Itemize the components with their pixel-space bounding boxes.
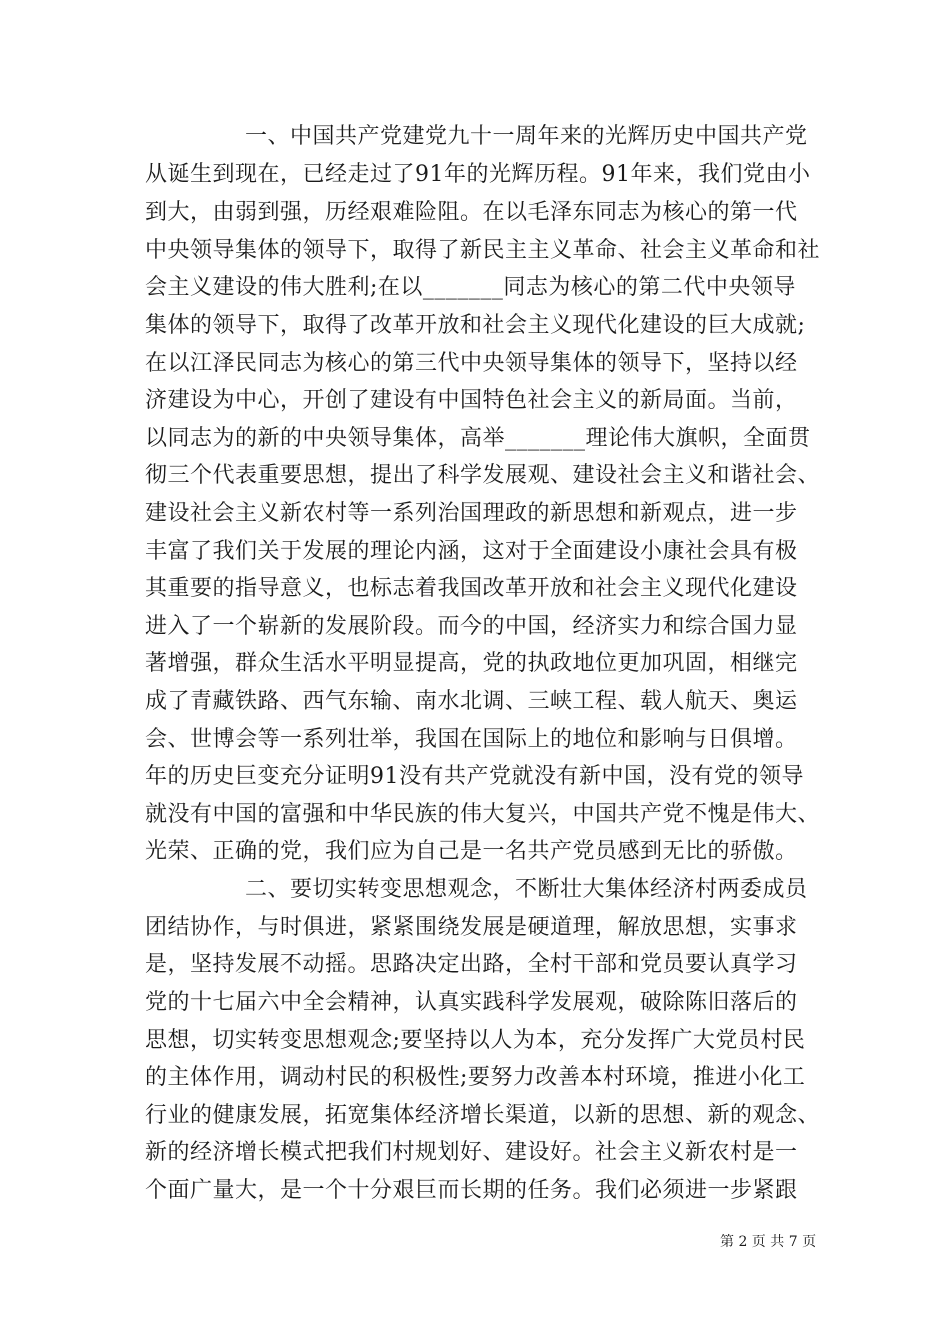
paragraph-1-line-19: 就没有中国的富强和中华民族的伟大复兴，中国共产党不愧是伟大、 bbox=[145, 802, 821, 827]
page-number-footer: 第 2 页 共 7 页 bbox=[720, 1234, 817, 1250]
paragraph-1-line-17: 会、世博会等一系列壮举，我国在国际上的地位和影响与日俱增。 bbox=[145, 727, 798, 752]
paragraph-1-line-15: 著增强，群众生活水平明显提高，党的执政地位更加巩固，相继完 bbox=[145, 651, 798, 676]
paragraph-1-line-4: 中央领导集体的领导下，取得了新民主主义革命、社会主义革命和社 bbox=[145, 238, 821, 263]
paragraph-2-line-9: 个面广量大，是一个十分艰巨而长期的任务。我们必须进一步紧跟 bbox=[145, 1178, 798, 1203]
paragraph-1-line-6: 集体的领导下，取得了改革开放和社会主义现代化建设的巨大成就; bbox=[145, 313, 806, 338]
paragraph-1-line-8: 济建设为中心，开创了建设有中国特色社会主义的新局面。当前， bbox=[145, 388, 798, 413]
paragraph-2-line-1: 二、要切实转变思想观念，不断壮大集体经济村两委成员 bbox=[245, 877, 808, 902]
paragraph-2-line-2: 团结协作，与时俱进，紧紧围绕发展是硬道理，解放思想，实事求 bbox=[145, 915, 798, 940]
paragraph-2-line-6: 的主体作用，调动村民的积极性;要努力改善本村环境，推进小化工 bbox=[145, 1065, 806, 1090]
paragraph-1-line-3: 到大，由弱到强，历经艰难险阻。在以毛泽东同志为核心的第一代 bbox=[145, 200, 798, 225]
paragraph-2-line-8: 新的经济增长模式把我们村规划好、建设好。社会主义新农村是一 bbox=[145, 1140, 798, 1165]
paragraph-1-line-7: 在以江泽民同志为核心的第三代中央领导集体的领导下，坚持以经 bbox=[145, 351, 798, 376]
paragraph-2-line-3: 是，坚持发展不动摇。思路决定出路，全村干部和党员要认真学习 bbox=[145, 952, 798, 977]
paragraph-1-line-10: 彻三个代表重要思想，提出了科学发展观、建设社会主义和谐社会、 bbox=[145, 463, 821, 488]
paragraph-1-line-20: 光荣、正确的党，我们应为自己是一名共产党员感到无比的骄傲。 bbox=[145, 839, 798, 864]
paragraph-1-line-5: 会主义建设的伟大胜利;在以_______同志为核心的第二代中央领导 bbox=[145, 275, 796, 300]
paragraph-1-line-16: 成了青藏铁路、西气东输、南水北调、三峡工程、载人航天、奥运 bbox=[145, 689, 798, 714]
paragraph-1-line-2: 从诞生到现在，已经走过了91年的光辉历程。91年来，我们党由小 bbox=[145, 162, 811, 187]
paragraph-2-line-7: 行业的健康发展，拓宽集体经济增长渠道，以新的思想、新的观念、 bbox=[145, 1103, 821, 1128]
paragraph-2-line-5: 思想，切实转变思想观念;要坚持以人为本，充分发挥广大党员村民 bbox=[145, 1028, 806, 1053]
paragraph-2-line-4: 党的十七届六中全会精神，认真实践科学发展观，破除陈旧落后的 bbox=[145, 990, 798, 1015]
paragraph-1-line-18: 年的历史巨变充分证明91没有共产党就没有新中国，没有党的领导 bbox=[145, 764, 804, 789]
paragraph-1-line-11: 建设社会主义新农村等一系列治国理政的新思想和新观点，进一步 bbox=[145, 501, 798, 526]
paragraph-1-line-1: 一、中国共产党建党九十一周年来的光辉历史中国共产党 bbox=[245, 124, 808, 149]
paragraph-1-line-12: 丰富了我们关于发展的理论内涵，这对于全面建设小康社会具有极 bbox=[145, 539, 798, 564]
paragraph-1-line-13: 其重要的指导意义，也标志着我国改革开放和社会主义现代化建设 bbox=[145, 576, 798, 601]
paragraph-1-line-9: 以同志为的新的中央领导集体，高举_______理论伟大旗帜，全面贯 bbox=[145, 426, 811, 451]
paragraph-1-line-14: 进入了一个崭新的发展阶段。而今的中国，经济实力和综合国力显 bbox=[145, 614, 798, 639]
